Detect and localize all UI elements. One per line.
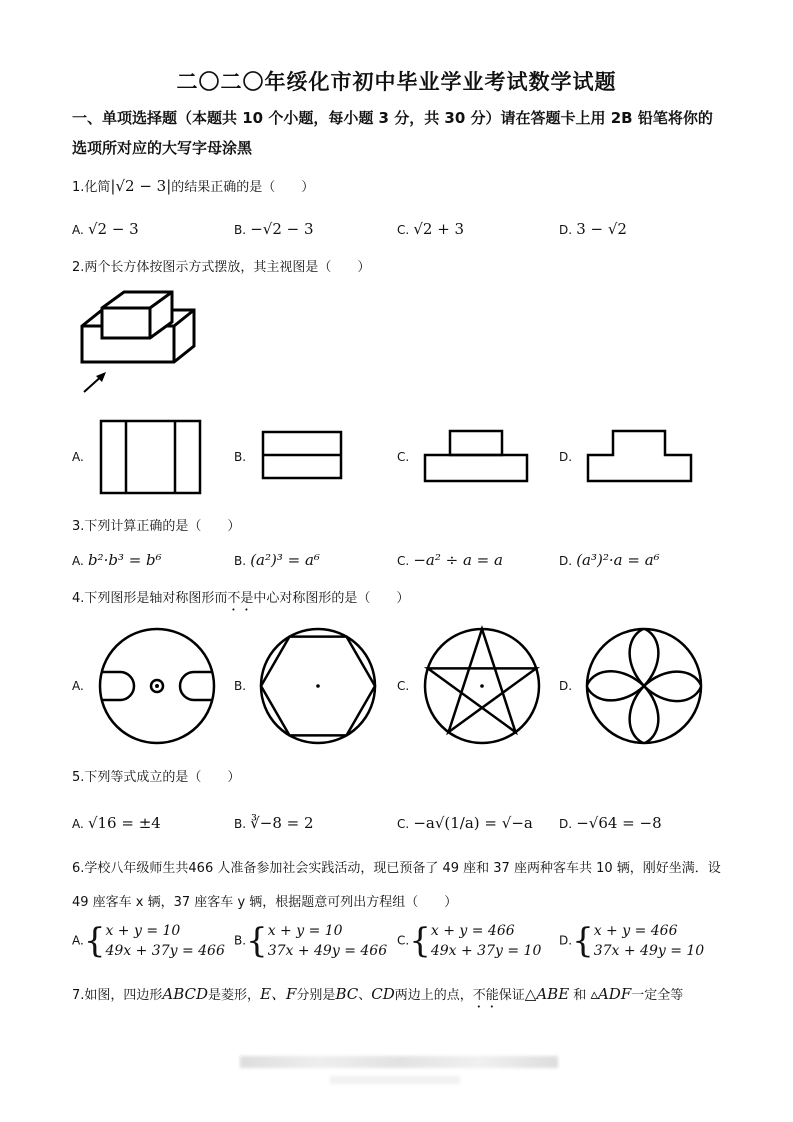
q4-option-c-figure[interactable] bbox=[423, 628, 543, 748]
q1-option-b[interactable]: B. −√2 − 3 bbox=[234, 220, 314, 238]
q3-option-d[interactable]: D. (a³)²·a = a⁶ bbox=[559, 551, 660, 569]
q4-option-b-label[interactable]: B. bbox=[234, 679, 247, 693]
q1-option-c[interactable]: C. √2 + 3 bbox=[397, 220, 465, 238]
q4-option-b-figure[interactable] bbox=[259, 628, 379, 748]
question-3: 3.下列计算正确的是（ ） bbox=[72, 519, 241, 534]
q2-option-b-label[interactable]: B. bbox=[234, 450, 247, 464]
section-heading-line1: 一、单项选择题（本题共 10 个小题，每小题 3 分，共 30 分）请在答题卡上用 2B 铅笔将你的 bbox=[72, 109, 713, 127]
q1-option-d[interactable]: D. 3 − √2 bbox=[559, 220, 627, 238]
q2-3d-figure bbox=[74, 288, 204, 398]
blurred-watermark bbox=[240, 1056, 558, 1068]
q1-expression: |√2 − 3| bbox=[110, 177, 172, 195]
question-6-line1: 6.学校八年级师生共466 人准备参加社会实践活动，现已预备了 49 座和 37 座两种客车共 10 辆，刚好坐满．设 bbox=[72, 861, 721, 876]
question-7: 7.如图，四边形ABCD是菱形，E、F分别是BC、CD两边上的点，不能保证△ABE 和 ▵ADF一定全等 bbox=[72, 985, 684, 1003]
q2-option-a-figure[interactable] bbox=[100, 420, 202, 496]
q2-option-d-label[interactable]: D. bbox=[559, 450, 573, 464]
q4-option-d-figure[interactable] bbox=[585, 628, 705, 748]
q7-emphasis: 不能 bbox=[472, 988, 499, 1003]
q1-suffix: 的结果正确的是（ ） bbox=[171, 180, 315, 195]
q5-option-a[interactable]: A. √16 = ±4 bbox=[72, 814, 161, 832]
q4-option-d-label[interactable]: D. bbox=[559, 679, 573, 693]
q6-option-d[interactable]: D.{x + y = 466 37x + 49y = 10 bbox=[559, 921, 705, 961]
q2-option-d-figure[interactable] bbox=[587, 430, 695, 484]
q3-option-b[interactable]: B. (a²)³ = a⁶ bbox=[234, 551, 320, 569]
q6-option-a[interactable]: A.{x + y = 10 49x + 37y = 466 bbox=[72, 921, 225, 961]
q4-option-a-figure[interactable] bbox=[98, 628, 218, 748]
q1-prefix: 1.化简 bbox=[72, 180, 111, 195]
q2-option-a-label[interactable]: A. bbox=[72, 450, 84, 464]
page-title: 二〇二〇年绥化市初中毕业学业考试数学试题 bbox=[176, 70, 617, 94]
question-5: 5.下列等式成立的是（ ） bbox=[72, 770, 241, 785]
q5-option-d[interactable]: D. −√64 = −8 bbox=[559, 814, 662, 832]
q5-option-b[interactable]: B. ∛−8 = 2 bbox=[234, 814, 314, 832]
section-heading-line2: 选项所对应的大写字母涂黑 bbox=[72, 139, 253, 157]
blurred-watermark-2 bbox=[330, 1076, 460, 1084]
q4-emphasis: 不是 bbox=[227, 591, 254, 606]
q4-option-c-label[interactable]: C. bbox=[397, 679, 410, 693]
q5-option-c[interactable]: C. −a√(1/a) = √−a bbox=[397, 814, 533, 832]
question-4: 4.下列图形是轴对称图形而不是中心对称图形的是（ ） bbox=[72, 591, 410, 606]
q6-option-b[interactable]: B.{x + y = 10 37x + 49y = 466 bbox=[234, 921, 388, 961]
question-2: 2.两个长方体按图示方式摆放，其主视图是（ ） bbox=[72, 260, 371, 275]
q4-option-a-label[interactable]: A. bbox=[72, 679, 84, 693]
q1-option-a[interactable]: A. √2 − 3 bbox=[72, 220, 139, 238]
q2-option-c-label[interactable]: C. bbox=[397, 450, 410, 464]
q3-option-a[interactable]: A. b²·b³ = b⁶ bbox=[72, 551, 162, 569]
q6-option-c[interactable]: C.{x + y = 466 49x + 37y = 10 bbox=[397, 921, 542, 961]
q3-option-c[interactable]: C. −a² ÷ a = a bbox=[397, 551, 503, 569]
q2-option-c-figure[interactable] bbox=[424, 430, 530, 484]
question-6-line2: 49 座客车 x 辆，37 座客车 y 辆，根据题意可列出方程组（ ） bbox=[72, 895, 458, 910]
question-1 bbox=[72, 176, 314, 195]
q2-option-b-figure[interactable] bbox=[262, 431, 344, 481]
